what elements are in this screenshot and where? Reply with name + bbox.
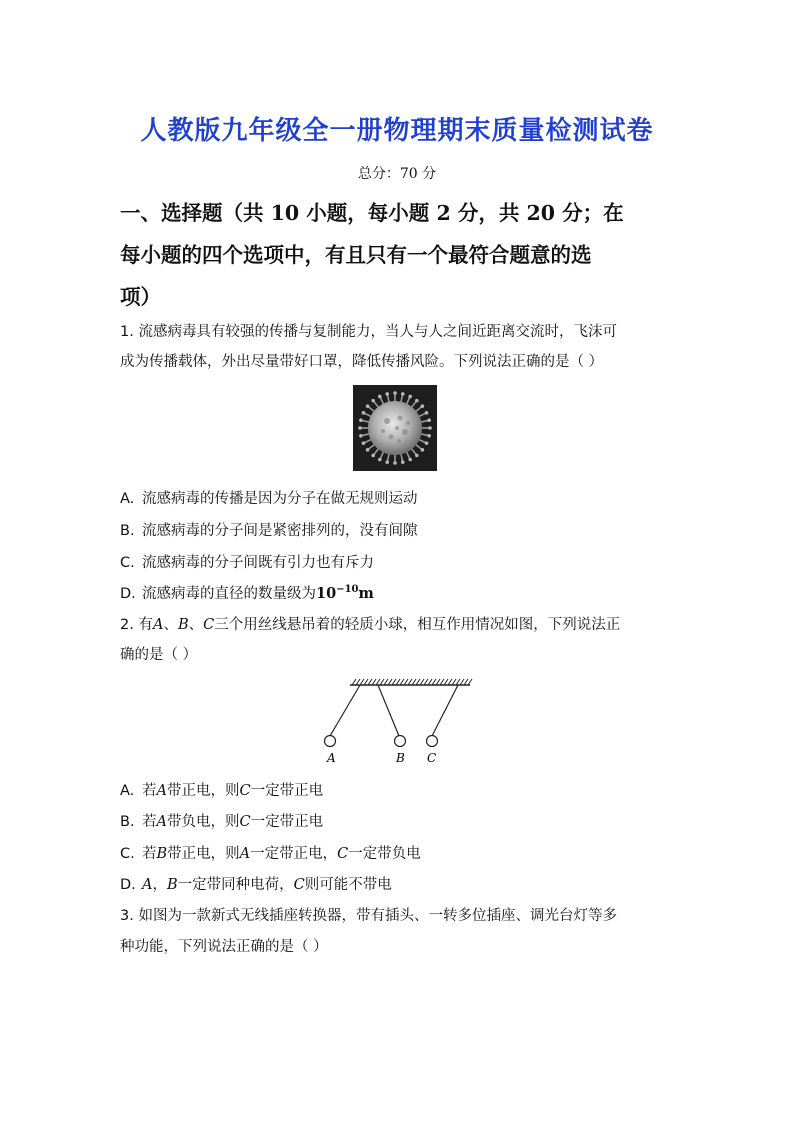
option-text: 若	[142, 846, 157, 862]
q1-stem-line: 成为传播载体，外出尽量带好口罩，降低传播风险。下列说法正确的是（ ）	[120, 354, 604, 370]
option-text: 流感病毒的分子间既有引力也有斥力	[142, 555, 374, 571]
var: B	[166, 877, 178, 893]
section-heading-line: 每小题的四个选项中，有且只有一个最符合题意的选	[120, 243, 592, 267]
var: C	[239, 814, 251, 830]
ball-label-c: C	[427, 751, 437, 765]
q2-stem-line	[120, 613, 620, 634]
var: A	[142, 877, 153, 893]
option-text: 流感病毒的传播是因为分子在做无规则运动	[142, 491, 418, 507]
var-b: B	[177, 617, 189, 633]
q1-option-a[interactable]	[120, 487, 418, 508]
sep: 、	[188, 617, 204, 633]
q2-option-c[interactable]	[120, 842, 421, 863]
var-c: C	[203, 617, 215, 633]
option-text: ，	[152, 877, 167, 893]
option-text: 流感病毒的分子间是紧密排列的，没有间隙	[142, 523, 418, 539]
option-text: 若	[142, 814, 157, 830]
section-heading-line: 项）	[120, 285, 161, 309]
option-text: 若	[142, 783, 157, 799]
option-key: A.	[120, 491, 135, 507]
pendulum-diagram	[320, 676, 480, 768]
option-text: 一定带正电	[250, 783, 324, 799]
option-key: A.	[120, 783, 135, 799]
option-text: 一定带负电	[348, 846, 421, 862]
var: C	[293, 877, 305, 893]
q3-stem-line: 3. 如图为一款新式无线插座转换器，带有插头、一转多位插座、调光台灯等多	[120, 908, 617, 924]
virus-photo-icon	[353, 385, 437, 471]
ball-label-a: A	[327, 751, 336, 765]
math-base: 10	[316, 585, 337, 602]
option-key: B.	[120, 814, 135, 830]
option-text: 一定带同种电荷，	[177, 877, 294, 893]
var: C	[239, 783, 251, 799]
q2-option-b[interactable]	[120, 810, 323, 831]
total-score: 总分：70 分	[357, 166, 437, 182]
option-text: 流感病毒的直径的数量级为	[142, 586, 316, 602]
option-text: 带正电，则	[167, 846, 240, 862]
var: C	[337, 846, 349, 862]
exam-title: 人教版九年级全一册物理期末质量检测试卷	[140, 116, 654, 146]
option-text: 一定带正电	[250, 814, 324, 830]
option-key: D.	[120, 586, 136, 602]
var: A	[156, 814, 167, 830]
q1-option-b[interactable]	[120, 519, 418, 540]
option-text: 则可能不带电	[304, 877, 392, 893]
math-unit: m	[358, 585, 374, 602]
option-key: D.	[120, 877, 136, 893]
option-text: 带负电，则	[166, 814, 240, 830]
var: B	[156, 846, 168, 862]
q2-option-a[interactable]	[120, 779, 323, 800]
ball-label-b: B	[396, 751, 405, 765]
option-key: C.	[120, 555, 135, 571]
q2-option-d[interactable]	[120, 873, 392, 894]
q1-stem-line: 1. 流感病毒具有较强的传播与复制能力，当人与人之间近距离交流时，飞沫可	[120, 324, 617, 340]
math-exponent: −10	[336, 584, 359, 596]
q2-number: 2. 有	[120, 617, 153, 633]
option-text: 一定带正电，	[250, 846, 338, 862]
var: A	[239, 846, 251, 862]
option-key: B.	[120, 523, 135, 539]
var-a: A	[152, 617, 164, 633]
section-heading-line: 一、选择题（共 10 小题，每小题 2 分，共 20 分；在	[120, 201, 624, 225]
q3-stem-line: 种功能，下列说法正确的是（ ）	[120, 939, 328, 955]
option-text: 带正电，则	[166, 783, 240, 799]
q2-stem-text: 三个用丝线悬吊着的轻质小球，相互作用情况如图，下列说法正	[214, 617, 621, 633]
q1-option-c[interactable]	[120, 551, 374, 572]
q2-stem-line: 确的是（ ）	[120, 647, 198, 663]
var: A	[156, 783, 167, 799]
q1-option-d[interactable]	[120, 582, 374, 603]
sep: 、	[163, 617, 178, 633]
section-heading	[120, 192, 680, 318]
option-key: C.	[120, 846, 135, 862]
